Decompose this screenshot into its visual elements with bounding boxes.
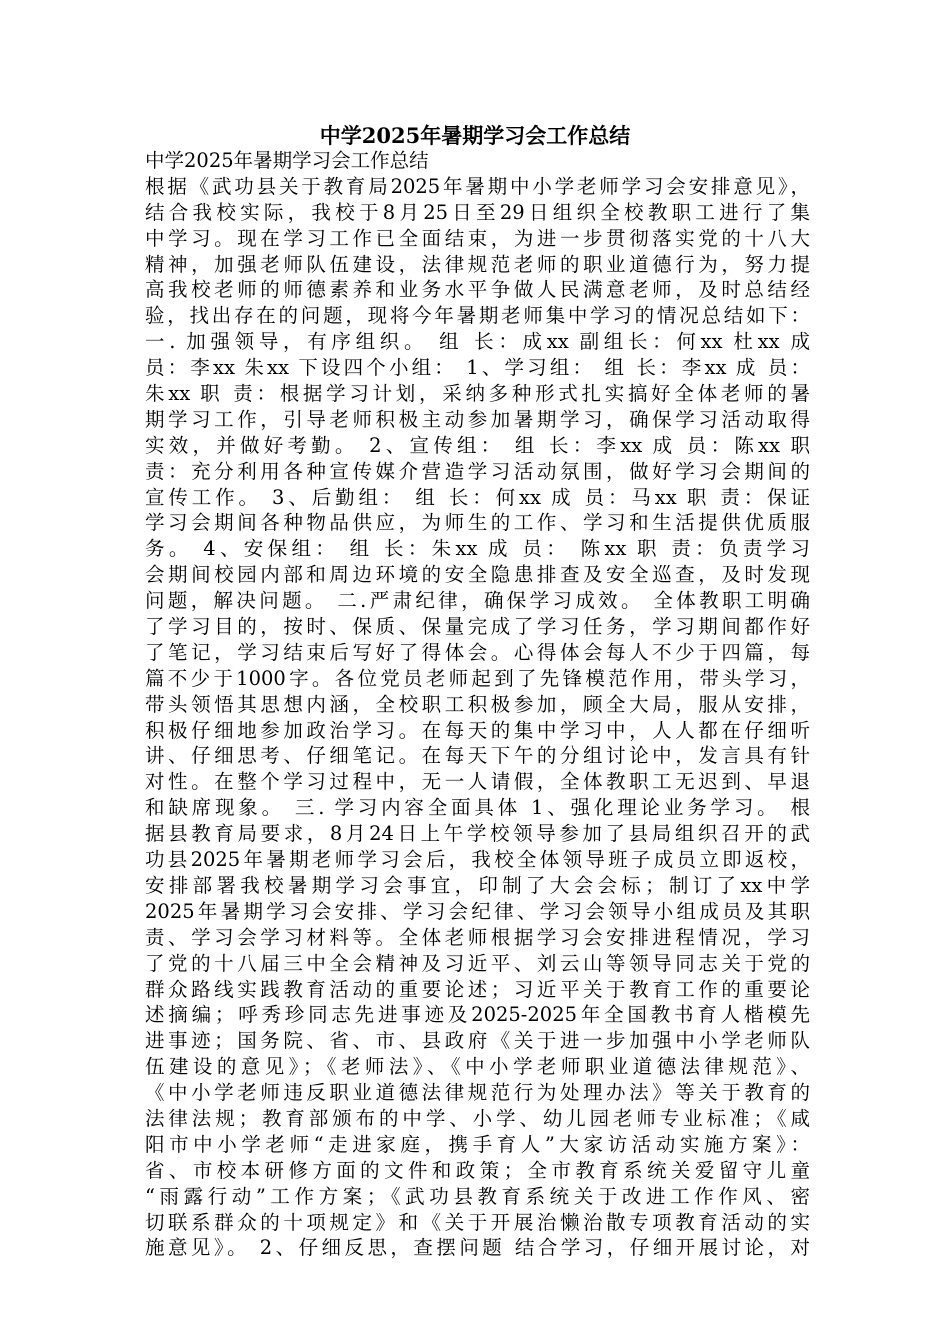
body-line: 了笔记，学习结束后写好了得体会。心得体会每人不少于四篇，每	[145, 640, 810, 664]
body-line: 切联系群众的十项规定》和《关于开展治懒治散专项教育活动的实	[145, 1210, 810, 1234]
body-line: 责：充分利用各种宣传媒介营造学习活动氛围，做好学习会期间的	[145, 459, 810, 483]
body-line: 朱xx 职 责：根据学习计划，采纳多种形式扎实搞好全体老师的暑	[145, 382, 810, 406]
body-line: 述摘编；呼秀珍同志先进事迹及2025-2025年全国教书育人楷模先	[145, 1003, 810, 1027]
body-line: 结合我校实际，我校于8月25日至29日组织全校教职工进行了集	[145, 200, 810, 224]
body-line: 学习会期间各种物品供应，为师生的工作、学习和生活提供优质服	[145, 511, 810, 535]
body-line: 期学习工作，引导老师积极主动参加暑期学习，确保学习活动取得	[145, 407, 810, 431]
body-line: 中学习。现在学习工作已全面结束，为进一步贯彻落实党的十八大	[145, 226, 810, 250]
document-body	[145, 148, 810, 1261]
body-line: 了党的十八届三中全会精神及习近平、刘云山等领导同志关于党的	[145, 951, 810, 975]
body-line: 实效，并做好考勤。 2、宣传组： 组 长：李xx 成 员：陈xx 职	[145, 433, 810, 457]
body-line: 责、学习会学习材料等。全体老师根据学习会安排进程情况，学习	[145, 925, 810, 949]
body-line: 2025年暑期学习会安排、学习会纪律、学习会领导小组成员及其职	[145, 899, 810, 923]
body-line: 对性。在整个学习过程中，无一人请假，全体教职工无迟到、早退	[145, 770, 810, 794]
body-line: 宣传工作。 3、后勤组： 组 长：何xx 成 员：马xx 职 责：保证	[145, 485, 810, 509]
body-line: 阳市中小学老师“走进家庭，携手育人”大家访活动实施方案》：	[145, 1132, 810, 1156]
body-line: 群众路线实践教育活动的重要论述；习近平关于教育工作的重要论	[145, 977, 810, 1001]
body-line: 据县教育局要求，8月24日上午学校领导参加了县局组织召开的武	[145, 822, 810, 846]
body-line: 务。 4、安保组： 组 长：朱xx 成 员： 陈xx 职 责：负责学习	[145, 537, 810, 561]
body-line: 法律法规；教育部颁布的中学、小学、幼儿园老师专业标准；《咸	[145, 1106, 810, 1130]
body-line: “雨露行动”工作方案；《武功县教育系统关于改进工作作风、密	[145, 1184, 810, 1208]
body-line: 中学2025年暑期学习会工作总结	[145, 149, 429, 172]
body-line: 功县2025年暑期老师学习会后，我校全体领导班子成员立即返校，	[145, 848, 810, 872]
body-line: 讲、仔细思考、仔细笔记。在每天下午的分组讨论中，发言具有针	[145, 744, 810, 768]
document-title: 中学2025年暑期学习会工作总结	[319, 123, 631, 148]
body-line: 了学习目的，按时、保质、保量完成了学习任务，学习期间都作好	[145, 615, 810, 639]
body-line: 进事迹；国务院、省、市、县政府《关于进一步加强中小学老师队	[145, 1029, 810, 1053]
body-line: 《中小学老师违反职业道德法律规范行为处理办法》等关于教育的	[145, 1081, 810, 1105]
body-line: 一. 加强领导，有序组织。 组 长：成xx 副组长：何xx 杜xx 成	[145, 330, 810, 354]
body-line: 积极仔细地参加政治学习。在每天的集中学习中，人人都在仔细听	[145, 718, 810, 742]
body-line: 带头领悟其思想内涵，全校职工积极参加，顾全大局，服从安排，	[145, 692, 810, 716]
body-line: 高我校老师的师德素养和业务水平争做人民满意老师，及时总结经	[145, 278, 810, 302]
body-line: 和缺席现象。 三. 学习内容全面具体 1、强化理论业务学习。 根	[145, 796, 810, 820]
body-line: 根据《武功县关于教育局2025年暑期中小学老师学习会安排意见》，	[145, 174, 810, 198]
body-line: 验，找出存在的问题，现将今年暑期老师集中学习的情况总结如下：	[145, 304, 810, 328]
body-line: 篇不少于1000字。各位党员老师起到了先锋模范作用，带头学习，	[145, 666, 810, 690]
body-line: 员：李xx 朱xx 下设四个小组： 1、学习组： 组 长：李xx 成 员：	[145, 356, 810, 380]
body-line: 安排部署我校暑期学习会事宜，印制了大会会标；制订了xx中学	[145, 873, 810, 897]
body-line: 伍建设的意见》；《老师法》、《中小学老师职业道德法律规范》、	[145, 1055, 810, 1079]
body-line: 省、市校本研修方面的文件和政策；全市教育系统关爱留守儿童	[145, 1158, 810, 1182]
body-line: 施意见》。 2、仔细反思，查摆问题 结合学习，仔细开展讨论，对	[145, 1236, 810, 1260]
body-line: 精神，加强老师队伍建设，法律规范老师的职业道德行为，努力提	[145, 252, 810, 276]
body-line: 会期间校园内部和周边环境的安全隐患排查及安全巡查，及时发现	[145, 563, 810, 587]
body-line: 问题，解决问题。 二.严肃纪律，确保学习成效。 全体教职工明确	[145, 589, 810, 613]
